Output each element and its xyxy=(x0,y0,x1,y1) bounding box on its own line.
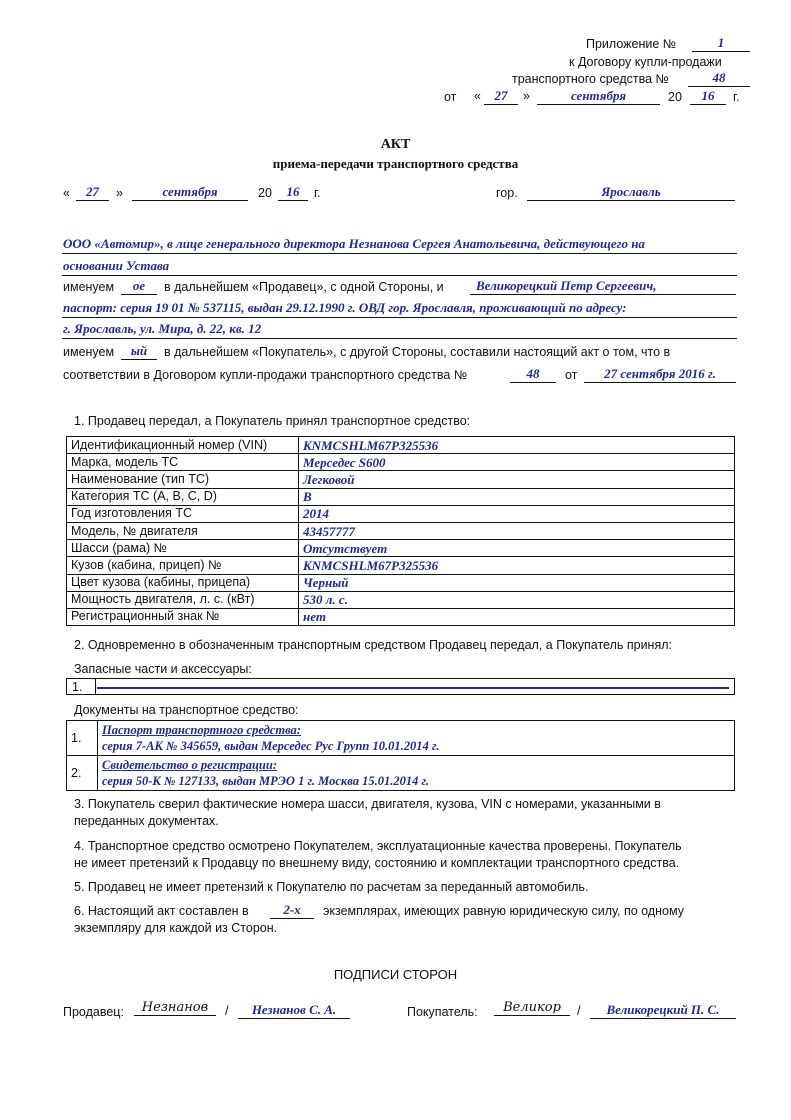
named2-text: в дальнейшем «Покупатель», с другой Стороны, составили настоящий акт о том, что в xyxy=(164,345,671,359)
vehicle-table-row xyxy=(67,437,735,454)
documents-table xyxy=(66,720,735,791)
seller-printed-name: Незнанов С. А. xyxy=(238,1002,350,1019)
vehicle-table-row xyxy=(67,454,735,471)
vehicle-field-label: Цвет кузова (кабины, прицепа) xyxy=(67,574,299,591)
document-title: Паспорт транспортного средства: xyxy=(102,723,301,737)
section-4-line2: не имеет претензий к Продавцу по внешнему виду, состоянию и комплектации транспортного средства. xyxy=(74,856,680,870)
section-4-line1: 4. Транспортное средство осмотрено Покупателем, эксплуатационные качества проверены. Покупатель xyxy=(74,839,682,853)
appendix-year-prefix: 20 xyxy=(668,90,682,104)
vehicle-field-value: Отсутствует xyxy=(299,540,735,557)
section-3-line2: переданных документах. xyxy=(74,814,219,828)
vehicle-table-row xyxy=(67,540,735,557)
named2-suffix: ый xyxy=(121,343,157,360)
spare-parts-divider xyxy=(95,679,96,694)
section-6-pre: 6. Настоящий акт составлен в xyxy=(74,904,249,918)
date-year: 16 xyxy=(278,184,308,201)
vehicle-table-row xyxy=(67,471,735,488)
vehicle-field-value: 530 л. с. xyxy=(299,591,735,608)
vehicle-field-label: Модель, № двигателя xyxy=(67,522,299,539)
date-day: 27 xyxy=(76,184,109,201)
appendix-contract-no: 48 xyxy=(688,70,750,87)
named1-label: именуем xyxy=(63,280,115,294)
contract-no: 48 xyxy=(510,366,556,383)
named1-suffix: ое xyxy=(121,278,157,295)
seller-line1: ООО «Автомир», в лице генерального директора Незнанова Сергея Анатольевича, действующего на xyxy=(63,236,645,251)
seller-line2: основании Устава xyxy=(63,258,170,273)
vehicle-field-value: Легковой xyxy=(299,471,735,488)
contract-ot: от xyxy=(565,368,578,382)
appendix-quote-close: » xyxy=(523,89,530,103)
vehicle-table xyxy=(66,436,735,626)
appendix-line3: транспортного средства № xyxy=(512,72,669,86)
appendix-line2: к Договору купли-продажи xyxy=(569,55,722,69)
section-2-text: 2. Одновременно в обозначенным транспортным средством Продавец передал, а Покупатель принял: xyxy=(74,638,672,652)
contract-date: 27 сентября 2016 г. xyxy=(584,366,736,383)
appendix-month: сентября xyxy=(537,88,660,105)
doc-title: АКТ xyxy=(380,137,411,152)
seller-sign-label: Продавец: xyxy=(63,1005,124,1019)
vehicle-field-value: нет xyxy=(299,608,735,625)
vehicle-table-row xyxy=(67,557,735,574)
document-description xyxy=(98,721,735,756)
document-number: 2. xyxy=(67,756,98,791)
documents-label: Документы на транспортное средство: xyxy=(74,703,299,717)
date-quote-close: » xyxy=(116,186,123,200)
appendix-year: 16 xyxy=(690,88,726,105)
vehicle-field-label: Категория ТС (A, B, C, D) xyxy=(67,488,299,505)
document-row xyxy=(67,756,735,791)
seller-slash: / xyxy=(225,1004,229,1018)
section-6-post: экземплярах, имеющих равную юридическую силу, по одному xyxy=(323,904,684,918)
appendix-ot: от xyxy=(444,90,457,104)
buyer-slash: / xyxy=(577,1004,581,1018)
buyer-signature: Великор xyxy=(494,1000,570,1016)
buyer-printed-name: Великорецкий П. С. xyxy=(590,1002,736,1019)
named2-label: именуем xyxy=(63,345,115,359)
named1-text: в дальнейшем «Продавец», с одной Стороны, и xyxy=(164,280,444,294)
appendix-day: 27 xyxy=(484,88,518,105)
appendix-label: Приложение № xyxy=(586,37,677,51)
seller-line1-underline xyxy=(62,253,737,254)
vehicle-table-row xyxy=(67,574,735,591)
document-description xyxy=(98,756,735,791)
buyer-passport-underline xyxy=(62,317,737,318)
buyer-address: г. Ярославль, ул. Мира, д. 22, кв. 12 xyxy=(63,321,262,336)
document-number: 1. xyxy=(67,721,98,756)
buyer-address-underline xyxy=(62,338,737,339)
contract-text: соответствии в Договором купли-продажи транспортного средства № xyxy=(63,368,468,382)
vehicle-table-row xyxy=(67,522,735,539)
vehicle-field-value: Черный xyxy=(299,574,735,591)
date-g: г. xyxy=(314,186,321,200)
date-quote-open: « xyxy=(63,186,70,200)
vehicle-field-label: Шасси (рама) № xyxy=(67,540,299,557)
buyer-sign-label: Покупатель: xyxy=(407,1005,478,1019)
spare-parts-row-number: 1. xyxy=(72,680,83,694)
buyer-name: Великорецкий Петр Сергеевич, xyxy=(470,278,736,295)
vehicle-table-row xyxy=(67,488,735,505)
vehicle-table-row xyxy=(67,505,735,522)
vehicle-field-label: Год изготовления ТС xyxy=(67,505,299,522)
section-6-copies: 2-х xyxy=(270,902,314,919)
vehicle-field-label: Марка, модель ТС xyxy=(67,454,299,471)
date-month: сентября xyxy=(132,184,248,201)
vehicle-field-label: Кузов (кабина, прицеп) № xyxy=(67,557,299,574)
doc-subtitle: приема-передачи транспортного средства xyxy=(272,156,519,171)
appendix-quote-open: « xyxy=(474,89,481,103)
date-year-prefix: 20 xyxy=(258,186,272,200)
section-5-text: 5. Продавец не имеет претензий к Покупателю по расчетам за переданный автомобиль. xyxy=(74,880,589,894)
section-3-line1: 3. Покупатель сверил фактические номера шасси, двигателя, кузова, VIN с номерами, указанными в xyxy=(74,797,661,811)
vehicle-field-value: KNMCSHLM67P325536 xyxy=(299,557,735,574)
document-title: Свидетельство о регистрации: xyxy=(102,758,277,772)
vehicle-field-label: Мощность двигателя, л. с. (кВт) xyxy=(67,591,299,608)
vehicle-field-label: Наименование (тип ТС) xyxy=(67,471,299,488)
document-row xyxy=(67,721,735,756)
buyer-passport: паспорт: серия 19 01 № 537115, выдан 29.12.1990 г. ОВД гор. Ярославля, проживающий по адресу: xyxy=(63,300,627,315)
vehicle-table-row xyxy=(67,591,735,608)
vehicle-field-value: Мерседес S600 xyxy=(299,454,735,471)
vehicle-field-label: Идентификационный номер (VIN) xyxy=(67,437,299,454)
seller-line2-underline xyxy=(62,275,737,276)
document-details: серия 7-АК № 345659, выдан Мерседес Рус Групп 10.01.2014 г. xyxy=(102,739,440,753)
section-6-line2: экземпляру для каждой из Сторон. xyxy=(74,921,278,935)
vehicle-field-value: 2014 xyxy=(299,505,735,522)
seller-signature: Незнанов xyxy=(134,1000,216,1016)
vehicle-table-row xyxy=(67,608,735,625)
appendix-number: 1 xyxy=(692,35,750,52)
city-label: гор. xyxy=(496,186,518,200)
spare-parts-blank-line xyxy=(97,687,729,689)
document-details: серия 50-К № 127133, выдан МРЭО 1 г. Москва 15.01.2014 г. xyxy=(102,774,430,788)
city-value: Ярославль xyxy=(527,184,735,201)
vehicle-field-label: Регистрационный знак № xyxy=(67,608,299,625)
section-1-text: 1. Продавец передал, а Покупатель принял транспортное средство: xyxy=(74,414,471,428)
signatures-title: ПОДПИСИ СТОРОН xyxy=(333,967,458,982)
vehicle-field-value: 43457777 xyxy=(299,522,735,539)
spare-parts-box xyxy=(66,678,735,695)
vehicle-field-value: B xyxy=(299,488,735,505)
spare-parts-label: Запасные части и аксессуары: xyxy=(74,662,252,676)
vehicle-field-value: KNMCSHLM67P325536 xyxy=(299,437,735,454)
appendix-g: г. xyxy=(733,90,740,104)
